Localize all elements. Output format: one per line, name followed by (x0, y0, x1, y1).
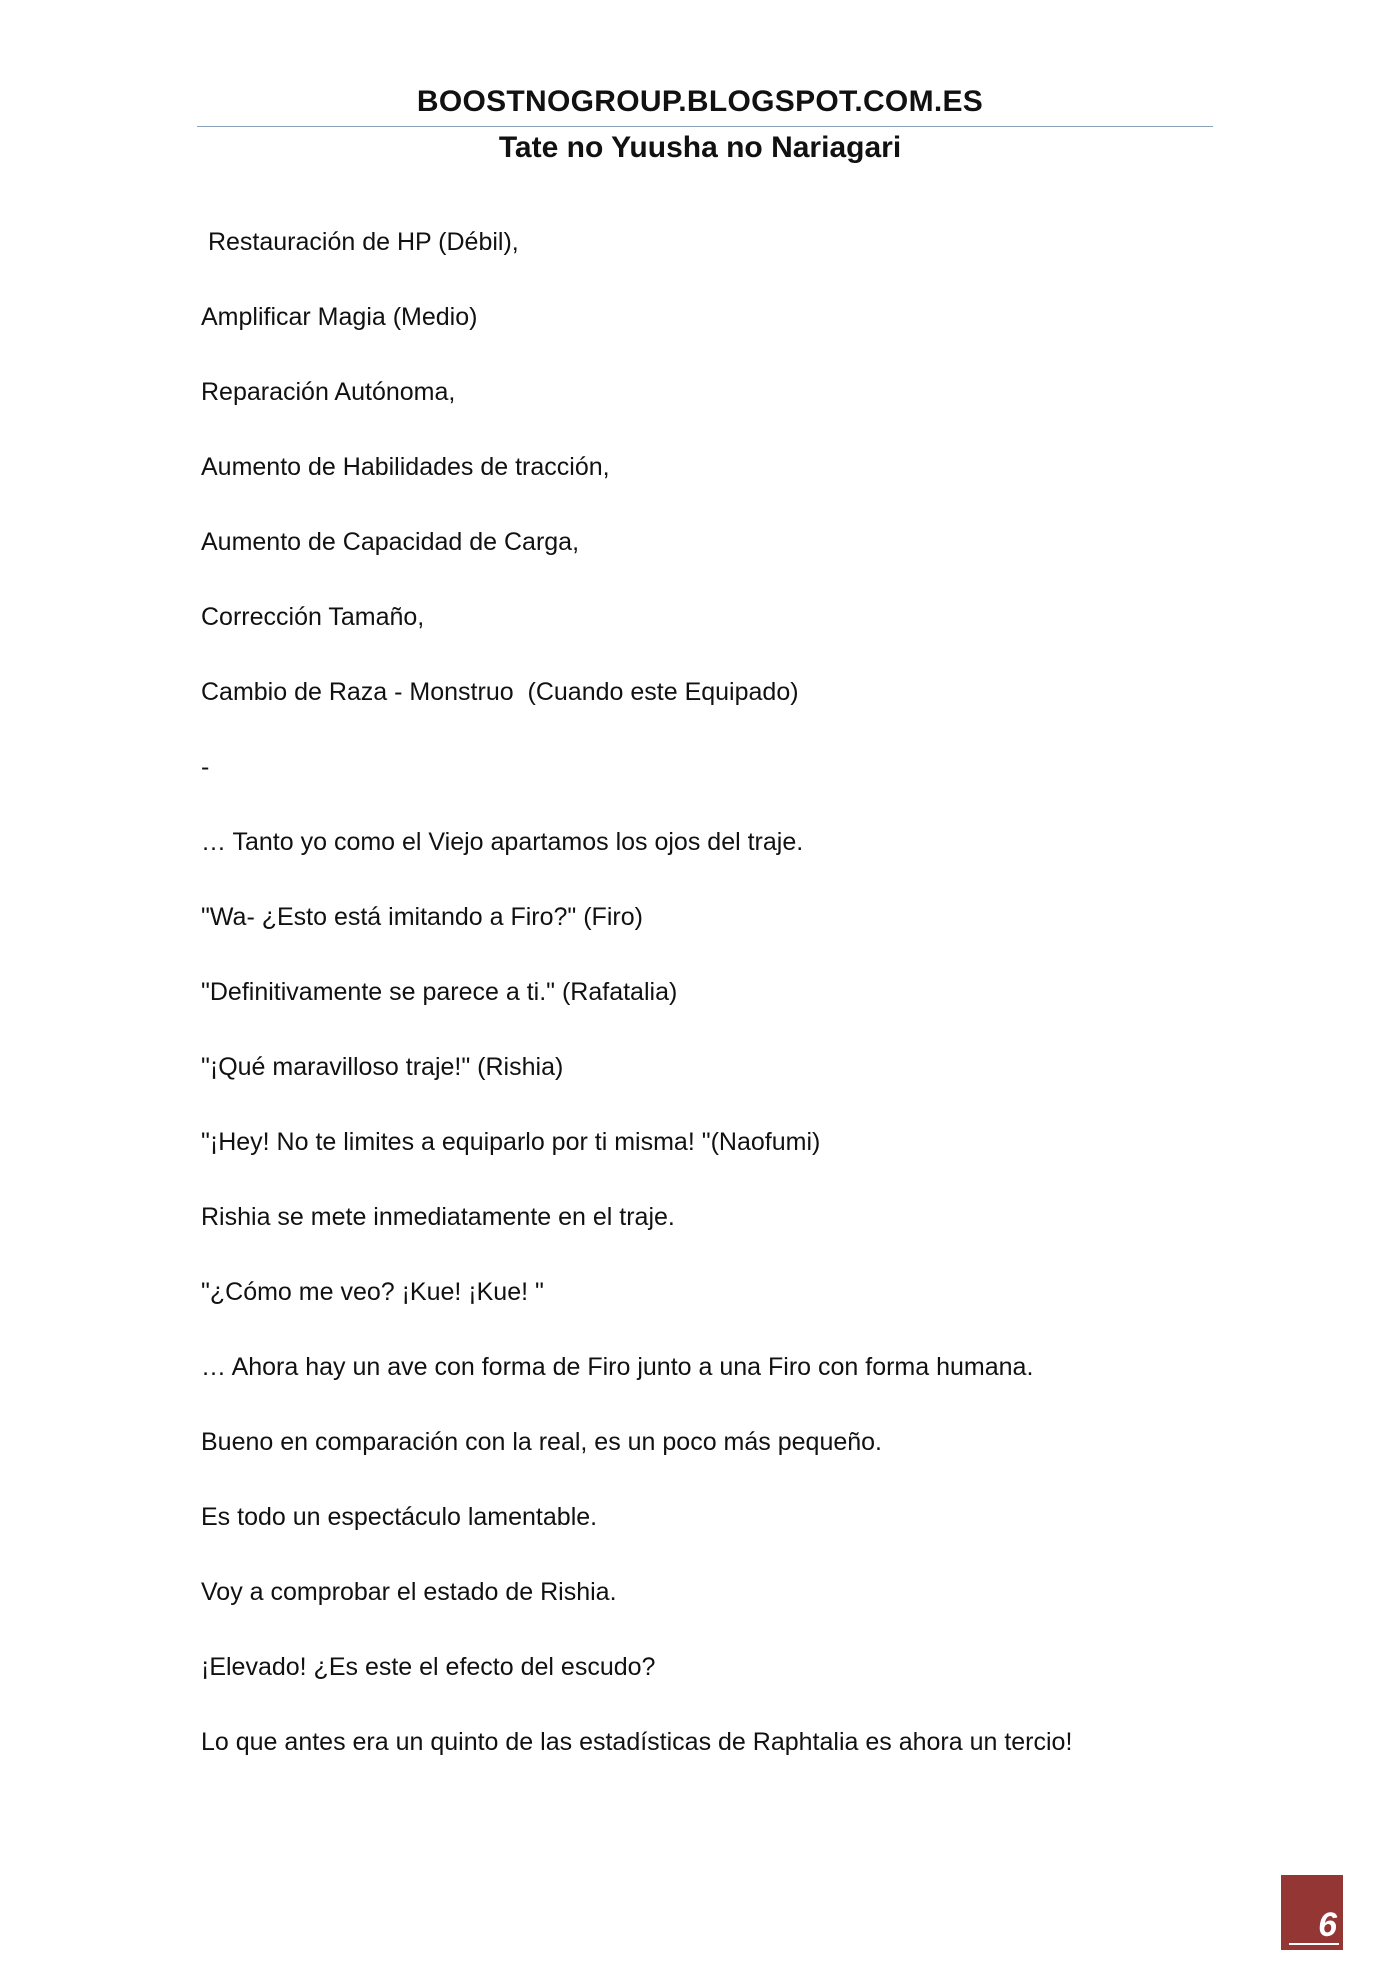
paragraph: Restauración de HP (Débil), (201, 228, 519, 256)
paragraph: Corrección Tamaño, (201, 603, 425, 631)
paragraph: Bueno en comparación con la real, es un poco más pequeño. (201, 1428, 883, 1456)
page-number-badge (1281, 1875, 1343, 1950)
paragraph: … Tanto yo como el Viejo apartamos los ojos del traje. (201, 828, 804, 856)
paragraph: Voy a comprobar el estado de Rishia. (201, 1578, 617, 1606)
paragraph: "Wa- ¿Esto está imitando a Firo?" (Firo) (201, 903, 643, 931)
paragraph: Es todo un espectáculo lamentable. (201, 1503, 598, 1531)
paragraph: Amplificar Magia (Medio) (201, 303, 478, 331)
paragraph: Lo que antes era un quinto de las estadísticas de Raphtalia es ahora un tercio! (201, 1728, 1073, 1756)
page-number-underline (1289, 1943, 1339, 1945)
paragraph: - (201, 753, 210, 781)
site-name: BOOSTNOGROUP.BLOGSPOT.COM.ES (416, 85, 984, 118)
paragraph: ¡Elevado! ¿Es este el efecto del escudo? (201, 1653, 656, 1681)
document-title: Tate no Yuusha no Nariagari (498, 131, 902, 164)
paragraph: "Definitivamente se parece a ti." (Rafatalia) (201, 978, 678, 1006)
paragraph: "¡Hey! No te limites a equiparlo por ti misma! "(Naofumi) (201, 1128, 821, 1156)
paragraph: "¿Cómo me veo? ¡Kue! ¡Kue! " (201, 1278, 544, 1306)
header-divider (197, 126, 1213, 127)
paragraph: … Ahora hay un ave con forma de Firo junto a una Firo con forma humana. (201, 1353, 1034, 1381)
body-text (201, 205, 1221, 1780)
paragraph: Aumento de Capacidad de Carga, (201, 528, 580, 556)
page-number: 6 (1318, 1906, 1337, 1944)
paragraph: Aumento de Habilidades de tracción, (201, 453, 610, 481)
paragraph: "¡Qué maravilloso traje!" (Rishia) (201, 1053, 564, 1081)
paragraph: Reparación Autónoma, (201, 378, 456, 406)
paragraph: Cambio de Raza - Monstruo (Cuando este Equipado) (201, 678, 799, 706)
paragraph: Rishia se mete inmediatamente en el traje. (201, 1203, 675, 1231)
